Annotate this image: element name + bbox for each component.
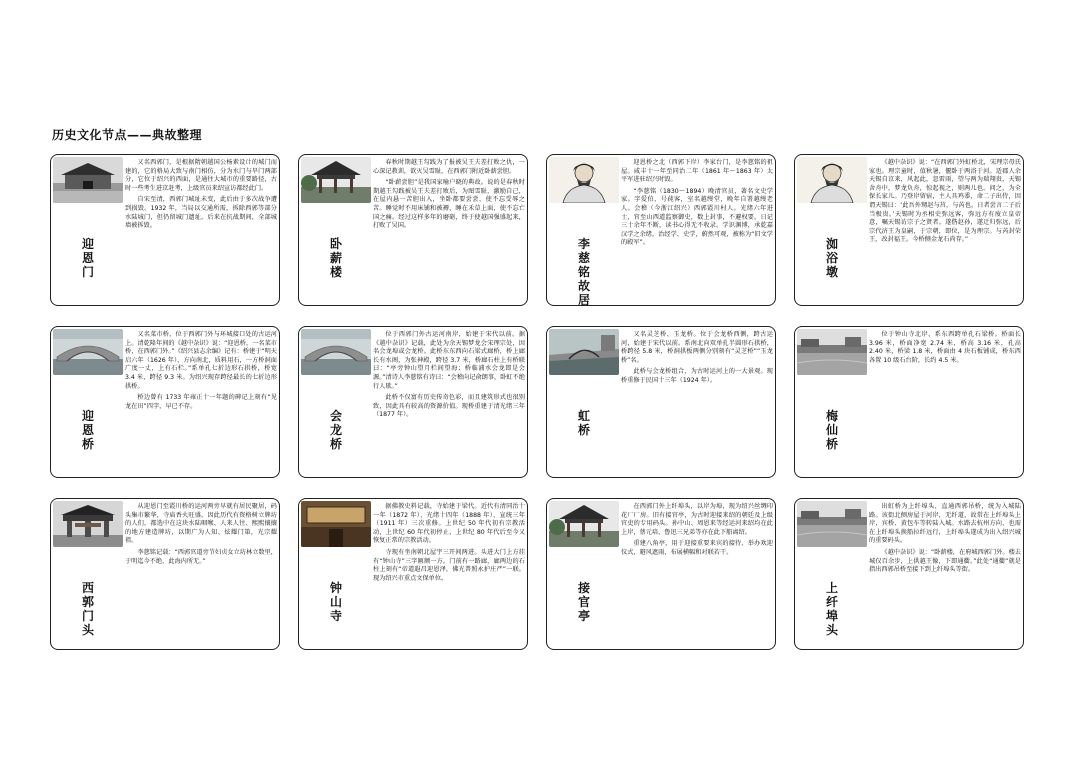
- description-paragraph: 自宋至清，西郭门城址未变，此后由于多次战争遭到损毁。1932 年，当局以交通所需，拆除西郭等部分水陆城门，但仍留城门遗址。后来在抗战期间，全部城墙被拆毁。: [125, 196, 277, 230]
- portrait-icon: [797, 157, 867, 203]
- node-photo: [301, 157, 371, 203]
- node-description: [373, 331, 525, 423]
- arch-bridge-icon: [549, 329, 619, 375]
- pavilion-icon: [549, 501, 619, 547]
- node-name: 虹桥: [577, 409, 590, 437]
- node-name: 卧薪楼: [329, 237, 342, 279]
- node-description: [869, 503, 1021, 578]
- page-title: 历史文化节点——典故整理: [52, 128, 203, 142]
- description-paragraph: 又名菜市桥，位于西郭门外与环城接口处的古运河上。清乾隆年间的《越中杂识》说：“迎恩桥，一名菜市桥，在西郭门外。”《绍兴县志余编》记有：桥建于“明天启六年（1626 年），方向南北，质料用石，一方桥洞面广度一丈，上有石栏。”系单孔七折边形石拱桥，桥宽 3.4 米，跨径 9.3 米。为绍兴现存跨径最长的七折边形拱桥。: [125, 331, 277, 390]
- description-paragraph: 春秋时期越王勾践为了报被吴王夫差打败之仇，一心深记教训，欲灭吴雪耻，在西郭门附近卧薪尝胆。: [373, 159, 525, 175]
- river-icon: [797, 329, 867, 375]
- node-card: [794, 498, 1024, 650]
- temple-plaque-icon: [301, 501, 371, 547]
- description-paragraph: 《越中杂识》说：“卧薪楼，在府城西郭门外。楼去城仅百余步，上供越王像，下即通衢。”此处“通衢”就是指出西郭吊桥至接下到上纤埠头等街。: [869, 548, 1021, 574]
- node-photo: [301, 501, 371, 547]
- pavilion-icon: [301, 157, 371, 203]
- node-card: [794, 154, 1024, 306]
- node-photo: [797, 501, 867, 547]
- node-description: [869, 331, 1021, 368]
- node-card: [546, 154, 776, 306]
- node-photo: [797, 329, 867, 375]
- description-paragraph: 此桥不仅富有历史传奇色彩，而且建筑形式也很别致，因此具有较高的资源价值。现桥重建于清光绪三年（1877 年）。: [373, 394, 525, 419]
- node-name: 洳浴墩: [825, 237, 838, 279]
- node-card: [298, 498, 528, 650]
- description-paragraph: “李慈铭（1830～1894）晚清官员，著名文史学家。字爱伯，号莼客，室名越缦堂，晚年自署越缦老人。会稽（今浙江绍兴）西郭霞川村人。光绪六年进士，官至山西道监察御史，数上封事，不避权要。日记三十余年不断，读书心得无不收录。学识渊博，承乾嘉汉学之余绪，治经学、史学，蔚然可观，被称为“旧文学的殿军”。: [621, 187, 773, 247]
- description-paragraph: 此桥与会龙桥组合，为古时运河上的一大景观。现桥重修于民国十三年（1924 年）。: [621, 368, 773, 384]
- description-paragraph: 据佛教史料记载，寺始建于梁代。近代有清同治十一年（1872 年）、光绪十四年（1888 年）、宣统三年（1911 年）三次重修。上世纪 50 年代初有宗教活动，上世纪 60 年代初停止，上世纪 80 年代后至今又恢复正常的宗教活动。: [373, 503, 525, 545]
- node-name: 会龙桥: [329, 409, 342, 451]
- node-photo: [53, 157, 123, 203]
- description-paragraph: 重建八角亭，用于迎接重要来宾的接待、举办欢迎仪式，避风遮雨，布展横幅和对联若干。: [621, 540, 773, 556]
- node-photo: [549, 157, 619, 203]
- description-paragraph: 出虹桥为上纤埠头，直通西郭吊桥，统为入城陆路。该街北侧房屋于河岸，无纤道，故常在上纤埠头上岸，宾桥、黄包车等转陆入城。水路去杭州方向，也需在上纤埠头换船拉纤远行，上纤埠头遂成为出入绍兴城的重要码头。: [869, 503, 1021, 545]
- description-paragraph: 位于钟山寺北岸，系东西跨单孔石梁桥。桥面长 3.96 米，桥面净宽 2.74 米，桥高 3.16 米，孔高 2.40 米，桥梁 1.8 米，桥面由 4 块石板铺成，桥东西各置 10 级石台阶，长约 4.5 米。: [869, 331, 1021, 364]
- node-card: [794, 326, 1024, 478]
- node-card: [298, 154, 528, 306]
- description-paragraph: 从迎恩门至霞川桥的运河两旁早就有居民聚居，码头集市繁华，寺庙香火旺盛。因此历代有资格树立牌坊的人们，都选中在这块水陆咽喉、人来人往、熙熙攘攘的地方建造牌坊，以期广为人知、炫耀门第，光宗耀祖。: [125, 503, 277, 545]
- description-paragraph: 寺现有坐南朝北屋宇三开间两进。头进大门上方挂有“钟山寺”三字匾额一方。门前有一路廊，廊两边的石柱上刻有“帝道遐昌迎恩泽，佛光普照永护庄严”一联。现为绍兴市重点文保单位。: [373, 548, 525, 582]
- node-card: [50, 154, 280, 306]
- description-paragraph: 位于西郭门外古运河南岸，始建于宋代以前。据《越中杂识》记载，此处为余天锡梦龙会宋理宗处，因名会龙埠或会龙桥。此桥东东西向石梁式廊桥，桥上廊长有水阁，为张神殿，跨径 3.7 米，桥廊石柱上有桥联曰：“亭旁钟山望月栏间望海；桥临浦水会龙即是会源。”清诗人李慈铭有诗曰：“会稽向记俞朗事，卧虹不绝行人歇。”: [373, 331, 525, 390]
- node-photo: [797, 157, 867, 203]
- description-paragraph: 在西郭门外上纤埠头，以岸为埠，现为绍兴丝绸印花厂厂房。旧有接官亭，为古时迎接来绍的朝廷及上级官吏的专用码头。孙中山、周恩来等经运河来绍均在此上岸，蔡元培、鲁迅三兄弟等亦在此下船离绍。: [621, 503, 773, 536]
- node-description: [373, 159, 525, 234]
- node-card: [50, 326, 280, 478]
- stone-bridge-icon: [53, 329, 123, 375]
- node-description: [373, 503, 525, 586]
- node-name: 迎恩桥: [81, 409, 94, 451]
- stone-bridge-icon: [301, 329, 371, 375]
- description-paragraph: 李慈铭记载：“西郭官道旁节妇贞女立坊林立数里，于明迄今不绝，此海内所无。”: [125, 548, 277, 565]
- node-description: [621, 159, 773, 251]
- memorial-arch-icon: [53, 501, 123, 547]
- node-name: 接官亭: [577, 581, 590, 623]
- node-photo: [549, 501, 619, 547]
- node-name: 上纤埠头: [825, 581, 838, 637]
- description-paragraph: 《越中杂识》说：“在西郭门外虹桥北，宋理宗母氏家也。理宗童时，值秋暑，偃卧于两浴于河。适郡人余天锡自京来，风起此，忽雷雨，望与两为瑞翔贵，天锡舍舟中，梦龙负舟，惊起视之，则两儿也。问之，为全保长家儿。乃登岸留宿，主人具鸡黍，命二子出侍，因谓天锡曰：‘此吾外甥赵与莒，与芮也。日者尝言二子后当极贵。’天锡时为丞相史弥远客，弥远方有废立皇帝意，嘱天锡访宗子之贤者。遂偕赵孙，遂迁归弥远，后宗代济王为皇嗣，于宗朝，即位，是为理宗。与芮封荣王，改封福王。今桥侧金龙石尚存。”: [869, 159, 1021, 244]
- description-paragraph: 又名灵芝桥、玉龙桥。位于会龙桥西侧，跨古运河，始建于宋代以前。系南北向双单孔半圆形石拱桥，桥跨径 5.8 米，桥洞拱板两侧分别刻有“灵芝桥”“玉龙桥”名。: [621, 331, 773, 364]
- description-paragraph: 桥边曾有 1733 年雍正十一年题的碑记上刻有“见龙在田”四字，早已不存。: [125, 394, 277, 410]
- node-name: 梅仙桥: [825, 409, 838, 451]
- city-gate-icon: [53, 157, 123, 203]
- node-description: [869, 159, 1021, 248]
- node-photo: [301, 329, 371, 375]
- node-description: [621, 331, 773, 389]
- node-description: [125, 331, 277, 414]
- description-paragraph: 又名西郭门，是根据隋朝越国公杨素设计的城门而建的，它的格局大致与南门相仿，分为水门与旱门两部分，它位于绍兴的西面，是通往大城市的重要路径，古时一些考生进京赶考，上级官员来绍宣访都经此门。: [125, 159, 277, 192]
- node-name: 李慈铭故居: [577, 237, 590, 306]
- node-description: [621, 503, 773, 561]
- node-name: 迎恩门: [81, 237, 94, 279]
- description-paragraph: “卧薪尝胆”是我国家喻户晓的典故。说的是春秋时期越王勾践被吴王夫差打败后，为图雪耻，激励自己，在屋内悬一苦胆出入，坐卧都要尝尝，使不忘受辱之苦。睡觉时不用床铺和被褥，睡在禾草上面，使不忘亡国之痛。经过这样多年的磨砺，终于使越国强盛起来，打败了吴国。: [373, 179, 525, 230]
- node-photo: [53, 329, 123, 375]
- node-description: [125, 503, 277, 569]
- node-description: [125, 159, 277, 234]
- description-paragraph: 迎恩桥之北（西郭下岸）李家台门，是李慈铭的祖屋。咸丰十一年至同治二年（1861 年～1863 年）太平军进驻绍兴时毁。: [621, 159, 773, 184]
- node-card: [298, 326, 528, 478]
- node-name: 钟山寺: [329, 581, 342, 623]
- river-icon: [797, 501, 867, 547]
- node-name: 西郭门头: [81, 581, 94, 637]
- node-card: [546, 498, 776, 650]
- portrait-icon: [549, 157, 619, 203]
- node-card: [546, 326, 776, 478]
- node-photo: [549, 329, 619, 375]
- node-card: [50, 498, 280, 650]
- node-photo: [53, 501, 123, 547]
